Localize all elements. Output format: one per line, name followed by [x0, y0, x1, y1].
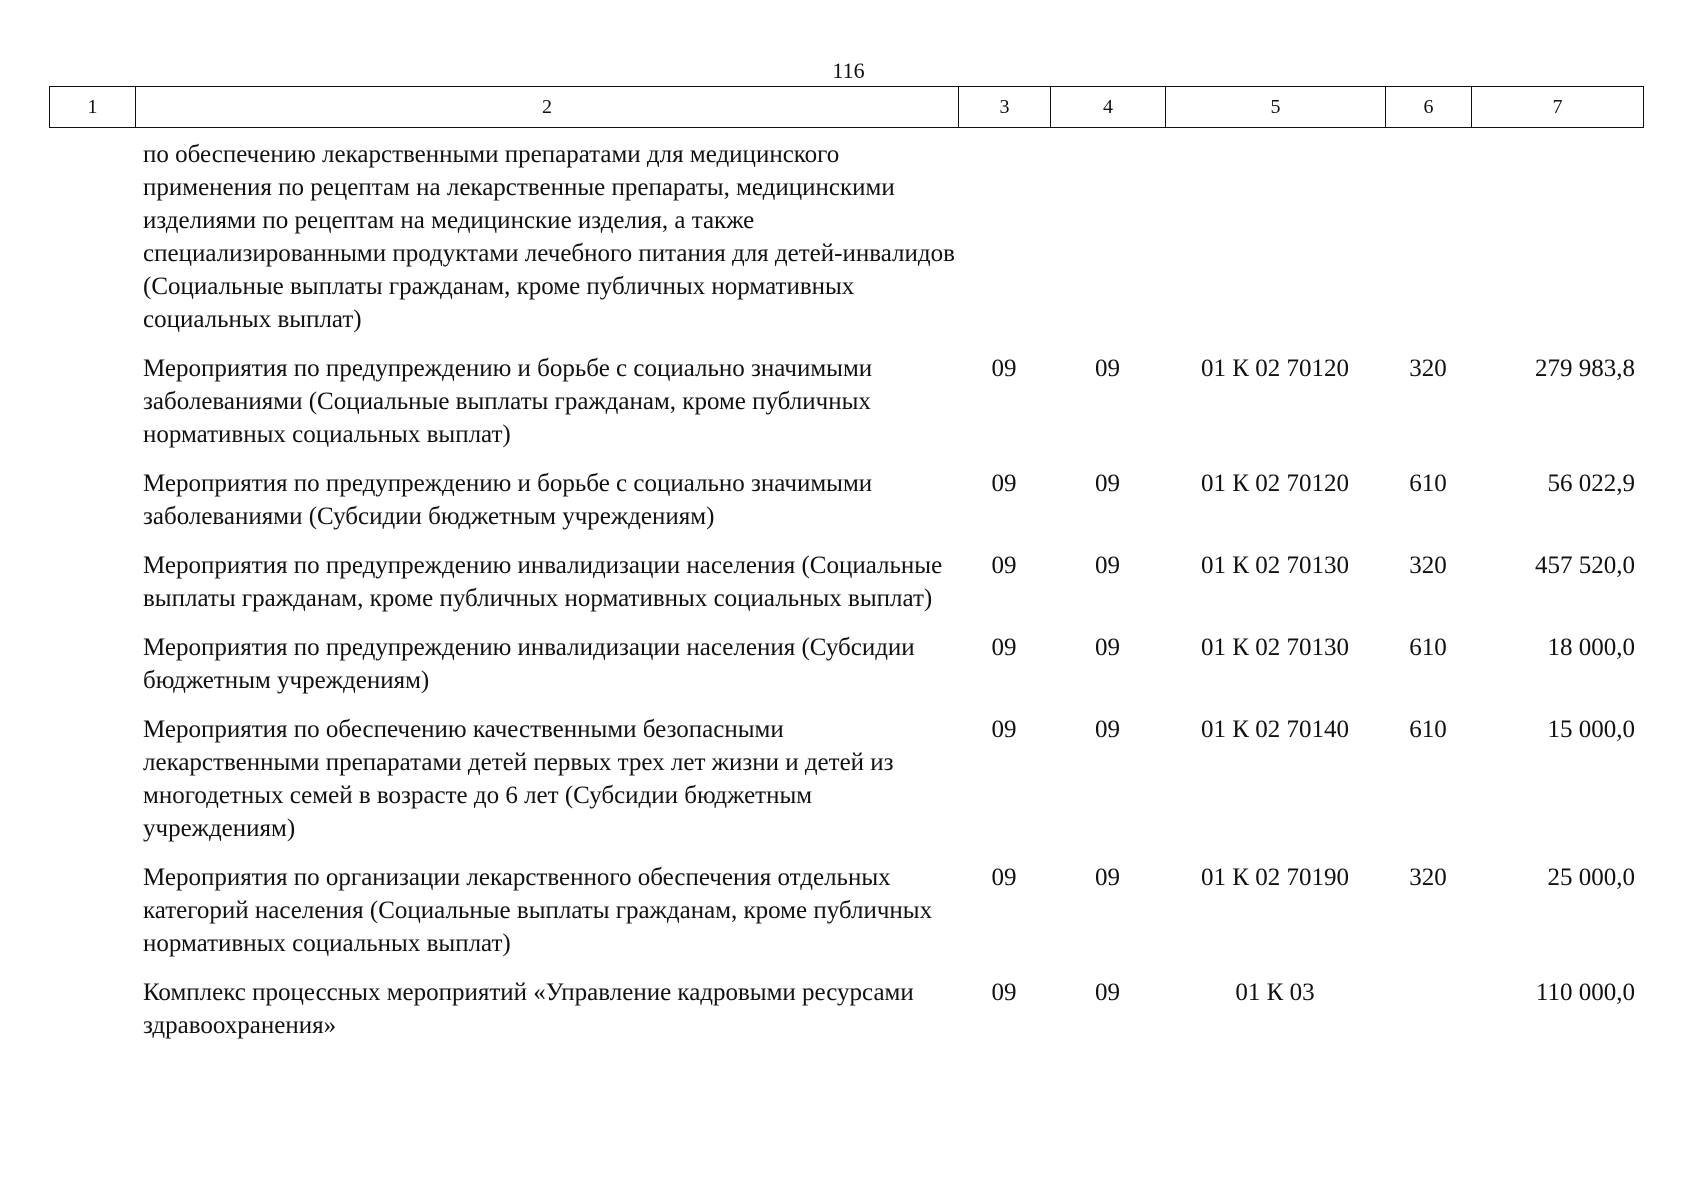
cell-target-code: 01 К 02 70130: [1201, 634, 1349, 661]
cell-target-code: 01 К 03: [1235, 979, 1315, 1006]
cell-description: Мероприятия по обеспечению качественными безопасными лекарственными препаратами детей первых трех лет жизни и детей из многодетных семей в возрасте до 6 лет (Субсидии бюджетным учреждениям): [143, 716, 894, 842]
cell-description: Мероприятия по предупреждению инвалидизации населения (Социальные выплаты гражданам, кроме публичных нормативных социальных выплат): [143, 552, 943, 612]
column-header-1: 1: [50, 87, 136, 128]
column-header-7: 7: [1472, 87, 1644, 128]
cell-subsection: 09: [1095, 979, 1120, 1006]
cell-amount: 25 000,0: [1547, 864, 1635, 891]
cell-description: Мероприятия по предупреждению инвалидизации населения (Субсидии бюджетным учреждениям): [143, 634, 915, 694]
cell-expense-type: 610: [1409, 716, 1447, 743]
cell-description: по обеспечению лекарственными препаратами для медицинского применения по рецептам на лекарственные препараты, медицинскими изделиями по рецептам на медицинские изделия, а также специализированными продуктами лечебного питания для детей-инвалидов (Социальные выплаты гражданам, кроме публичных нормативных социальных выплат): [143, 141, 955, 333]
column-header-3: 3: [959, 87, 1051, 128]
cell-section: 09: [991, 634, 1017, 661]
cell-section: 09: [991, 552, 1017, 579]
cell-expense-type: 610: [1409, 470, 1447, 497]
cell-subsection: 09: [1095, 716, 1120, 743]
table-row: [49, 861, 1643, 960]
table-row: [49, 713, 1643, 845]
table-row: [49, 467, 1643, 533]
column-header-table: [49, 86, 1644, 128]
cell-subsection: 09: [1095, 864, 1120, 891]
column-header-5: 5: [1166, 87, 1386, 128]
cell-description: Мероприятия по предупреждению и борьбе с социально значимыми заболеваниями (Социальные выплаты гражданам, кроме публичных нормативных социальных выплат): [143, 355, 873, 448]
cell-section: 09: [991, 470, 1017, 497]
cell-expense-type: 320: [1409, 552, 1447, 579]
table-body: [49, 138, 1643, 1058]
cell-section: 09: [991, 979, 1017, 1006]
cell-subsection: 09: [1095, 355, 1120, 382]
page-number: 116: [832, 58, 865, 83]
cell-section: 09: [991, 716, 1017, 743]
cell-target-code: 01 К 02 70130: [1201, 552, 1349, 579]
cell-target-code: 01 К 02 70120: [1201, 355, 1349, 382]
table-row: [49, 976, 1643, 1042]
cell-amount: 279 983,8: [1535, 355, 1635, 382]
cell-amount: 457 520,0: [1535, 552, 1635, 579]
cell-amount: 15 000,0: [1547, 716, 1635, 743]
table-row: [49, 138, 1643, 336]
cell-subsection: 09: [1095, 634, 1120, 661]
cell-amount: 18 000,0: [1547, 634, 1635, 661]
cell-target-code: 01 К 02 70140: [1201, 716, 1349, 743]
cell-description: Мероприятия по организации лекарственного обеспечения отдельных категорий населения (Социальные выплаты гражданам, кроме публичных нормативных социальных выплат): [143, 864, 933, 957]
column-header-4: 4: [1051, 87, 1166, 128]
cell-subsection: 09: [1095, 552, 1120, 579]
cell-amount: 110 000,0: [1535, 979, 1635, 1006]
cell-subsection: 09: [1095, 470, 1120, 497]
table-row: [49, 631, 1643, 697]
column-header-row: [50, 87, 1644, 128]
cell-description: Комплекс процессных мероприятий «Управление кадровыми ресурсами здравоохранения»: [143, 979, 914, 1039]
column-header-6: 6: [1386, 87, 1472, 128]
cell-amount: 56 022,9: [1547, 470, 1635, 497]
cell-description: Мероприятия по предупреждению и борьбе с социально значимыми заболеваниями (Субсидии бюджетным учреждениям): [143, 470, 873, 530]
cell-expense-type: 320: [1409, 355, 1447, 382]
cell-target-code: 01 К 02 70120: [1201, 470, 1349, 497]
cell-target-code: 01 К 02 70190: [1201, 864, 1349, 891]
cell-section: 09: [991, 355, 1017, 382]
cell-section: 09: [991, 864, 1017, 891]
cell-expense-type: 610: [1409, 634, 1447, 661]
table-row: [49, 549, 1643, 615]
table-row: [49, 352, 1643, 451]
cell-expense-type: 320: [1409, 864, 1447, 891]
column-header-2: 2: [136, 87, 959, 128]
